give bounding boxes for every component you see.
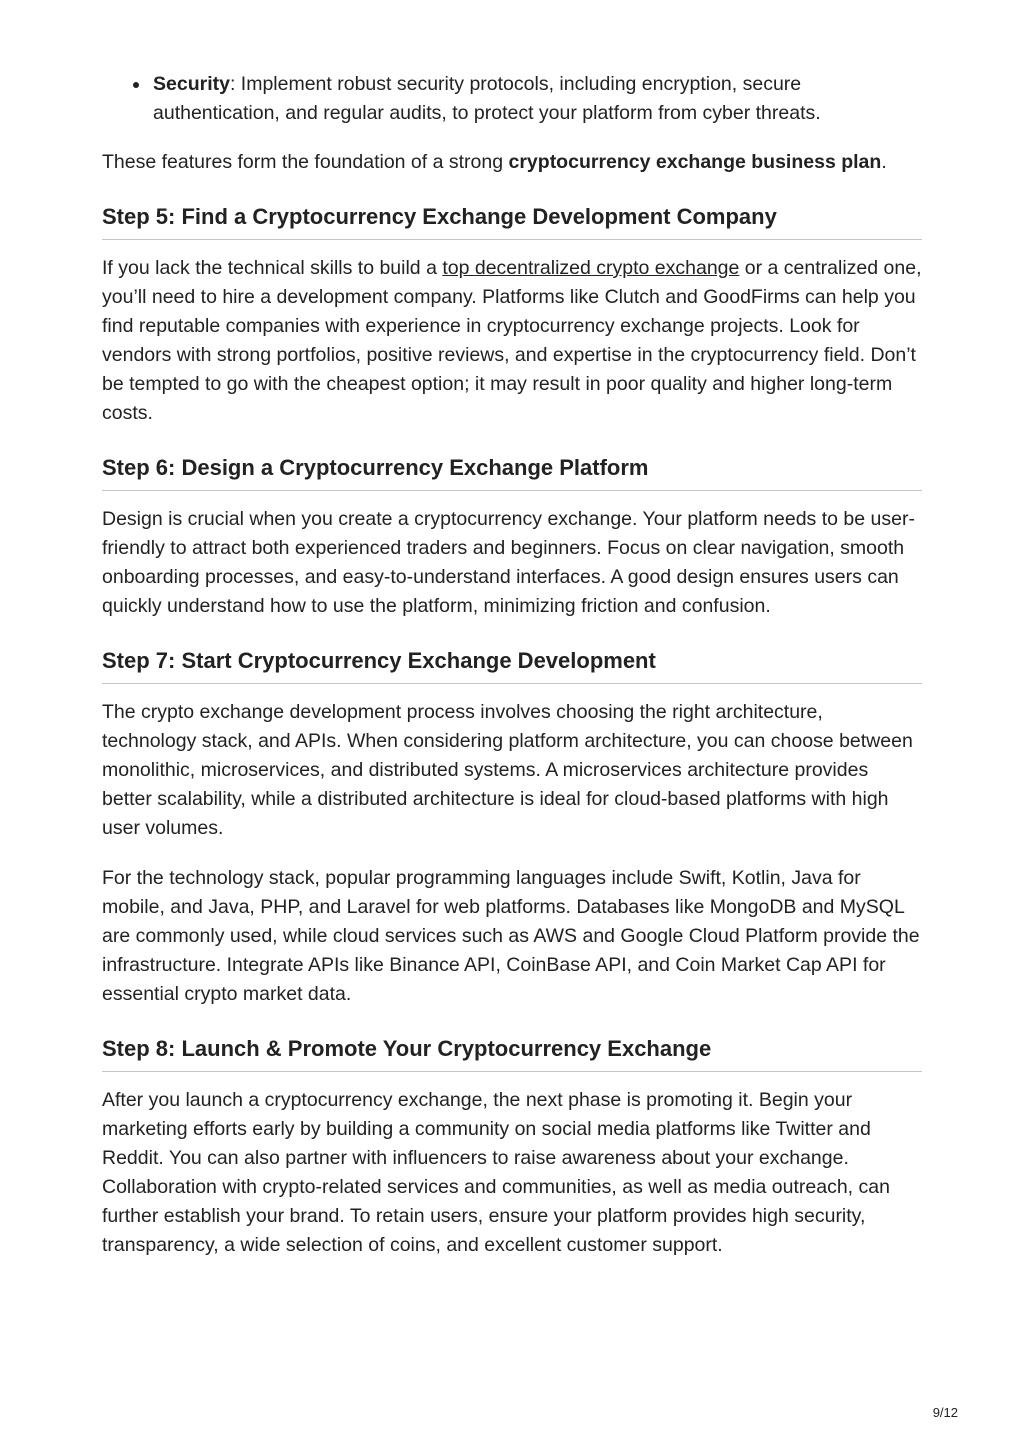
- step5-heading: Step 5: Find a Cryptocurrency Exchange Development Company: [102, 202, 922, 240]
- article-content: [102, 70, 922, 1260]
- step6-section: [102, 453, 922, 621]
- step6-paragraph: Design is crucial when you create a cryptocurrency exchange. Your platform needs to be user-friendly to attract both experienced traders and beginners. Focus on clear navigation, smooth onboarding processes, and easy-to-understand interfaces. A good design ensures users can quickly understand how to use the platform, minimizing friction and confusion.: [102, 508, 915, 617]
- step7-section: [102, 646, 922, 1009]
- step5-paragraph: If you lack the technical skills to build a top decentralized crypto exchange or a centralized one, you’ll need to hire a development company. Platforms like Clutch and GoodFirms can help you find reputable companies with experience in cryptocurrency exchange projects. Look for vendors with strong portfolios, positive reviews, and expertise in the cryptocurrency field. Don’t be tempted to go with the cheapest option; it may result in poor quality and higher long-term costs.: [102, 257, 922, 424]
- step8-heading: Step 8: Launch & Promote Your Cryptocurrency Exchange: [102, 1034, 922, 1072]
- step7-paragraph-2: For the technology stack, popular programming languages include Swift, Kotlin, Java for mobile, and Java, PHP, and Laravel for web platforms. Databases like MongoDB and MySQL are commonly used, while cloud services such as AWS and Google Cloud Platform provide the infrastructure. Integrate APIs like Binance API, CoinBase API, and Coin Market Cap API for essential crypto market data.: [102, 867, 920, 1005]
- step5-section: [102, 202, 922, 428]
- features-paragraph: These features form the foundation of a strong cryptocurrency exchange business plan.: [102, 151, 887, 173]
- step7-heading: Step 7: Start Cryptocurrency Exchange Development: [102, 646, 922, 684]
- step7-paragraph-1: The crypto exchange development process involves choosing the right architecture, technology stack, and APIs. When considering platform architecture, you can choose between monolithic, microservices, and distributed systems. A microservices architecture provides better scalability, while a distributed architecture is ideal for cloud-based platforms with high user volumes.: [102, 701, 913, 839]
- page-number: 9/12: [932, 1405, 958, 1420]
- feature-list: [102, 70, 922, 127]
- list-item-term: Security: [153, 73, 230, 95]
- list-item-security: [153, 70, 922, 127]
- business-plan-emphasis: cryptocurrency exchange business plan: [508, 151, 882, 173]
- step8-section: [102, 1034, 922, 1260]
- step8-paragraph: After you launch a cryptocurrency exchange, the next phase is promoting it. Begin your marketing efforts early by building a community on social media platforms like Twitter and Reddit. You can also partner with influencers to raise awareness about your exchange. Collaboration with crypto-related services and communities, as well as media outreach, can further establish your brand. To retain users, ensure your platform provides high security, transparency, a wide selection of coins, and excellent customer support.: [102, 1089, 890, 1256]
- bullet-dot-icon: [133, 82, 139, 88]
- list-item-text: : Implement robust security protocols, including encryption, secure authentication, and regular audits, to protect your platform from cyber threats.: [153, 73, 821, 124]
- step6-heading: Step 6: Design a Cryptocurrency Exchange Platform: [102, 453, 922, 491]
- decentralized-exchange-link[interactable]: top decentralized crypto exchange: [442, 257, 740, 279]
